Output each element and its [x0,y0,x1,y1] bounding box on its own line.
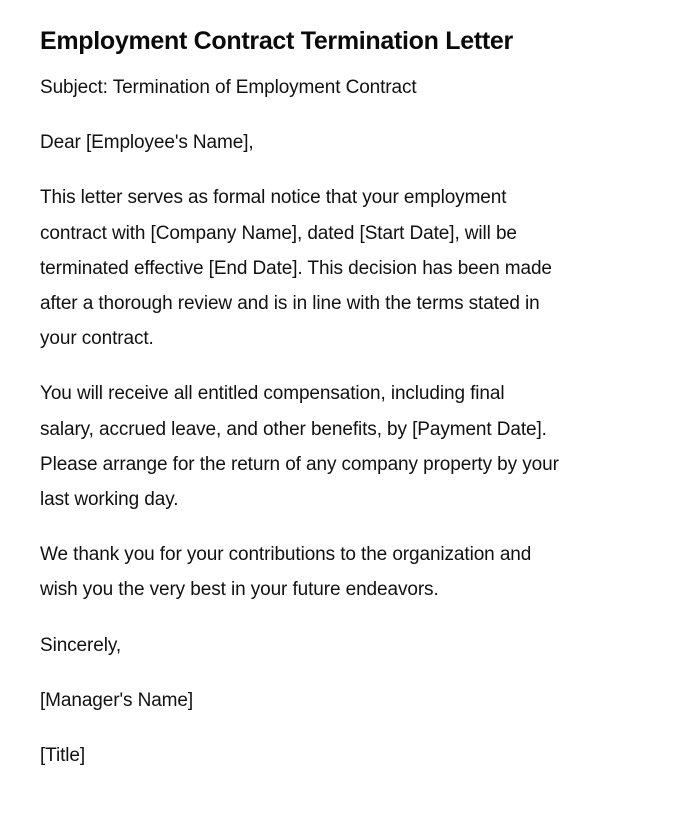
text-line: You will receive all entitled compensation, including final [40,383,505,405]
letter-title: Employment Contract Termination Letter [40,27,513,55]
signature-title: [Title] [40,745,86,767]
text-line: contract with [Company Name], dated [Start Date], will be [40,222,517,244]
text-line: salary, accrued leave, and other benefits, by [Payment Date]. [40,418,547,440]
salutation: Dear [Employee's Name], [40,132,254,154]
text-line: This letter serves as formal notice that your employment [40,187,507,209]
text-line: We thank you for your contributions to the organization and [40,544,532,566]
text-line: last working day. [40,489,179,511]
signature-name: [Manager's Name] [40,689,194,711]
text-line: Please arrange for the return of any company property by your [40,453,559,475]
body-paragraph-notice [40,180,660,356]
text-line: terminated effective [End Date]. This decision has been made [40,257,552,279]
subject-line: Subject: Termination of Employment Contract [40,77,417,98]
closing: Sincerely, [40,634,122,656]
body-paragraph-compensation [40,376,660,517]
body-paragraph-thanks [40,537,660,607]
text-line: your contract. [40,328,154,350]
text-line: after a thorough review and is in line with the terms stated in [40,293,540,315]
text-line: wish you the very best in your future endeavors. [40,579,439,601]
